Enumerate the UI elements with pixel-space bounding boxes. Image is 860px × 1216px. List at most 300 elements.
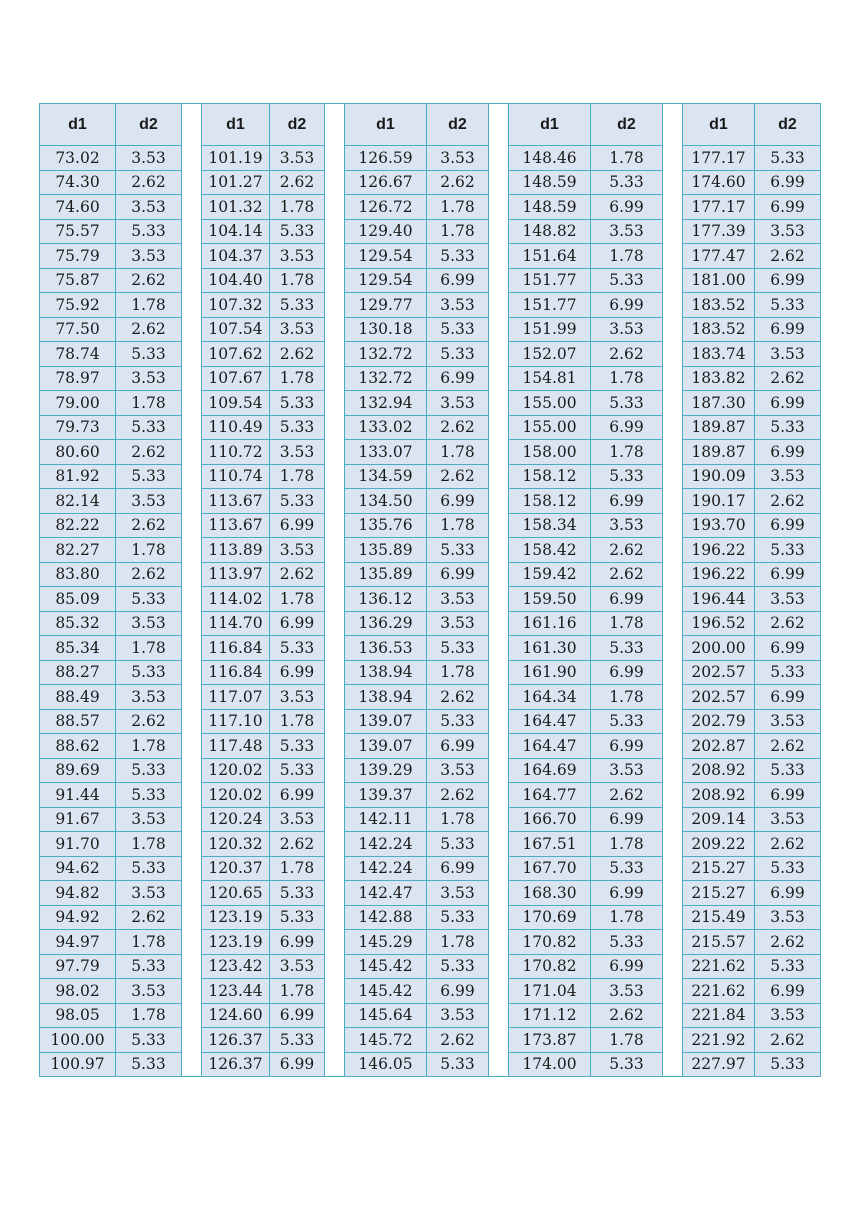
table-row [40, 905, 821, 930]
column-gap [182, 1003, 202, 1028]
d2-cell: 6.99 [755, 513, 821, 538]
d2-cell: 3.53 [755, 219, 821, 244]
d2-cell: 5.33 [427, 317, 489, 342]
column-gap [325, 1052, 345, 1077]
header-d1-group-5: d1 [683, 104, 755, 146]
table-row [40, 513, 821, 538]
column-gap [663, 832, 683, 857]
column-gap [182, 440, 202, 465]
d2-cell: 1.78 [591, 685, 663, 710]
d1-cell: 130.18 [345, 317, 427, 342]
column-gap [489, 758, 509, 783]
header-d2-group-3: d2 [427, 104, 489, 146]
d2-cell: 2.62 [755, 1028, 821, 1053]
d1-cell: 124.60 [202, 1003, 270, 1028]
d1-cell: 173.87 [509, 1028, 591, 1053]
d1-cell: 91.67 [40, 807, 116, 832]
d2-cell: 1.78 [427, 660, 489, 685]
table-row [40, 195, 821, 220]
column-gap [489, 905, 509, 930]
d1-cell: 82.14 [40, 489, 116, 514]
d2-cell: 3.53 [270, 440, 325, 465]
d2-cell: 5.33 [116, 219, 182, 244]
d2-cell: 3.53 [116, 979, 182, 1004]
d1-cell: 120.65 [202, 881, 270, 906]
d2-cell: 3.53 [116, 146, 182, 171]
column-gap [489, 342, 509, 367]
d1-cell: 183.82 [683, 366, 755, 391]
column-gap [325, 440, 345, 465]
d1-cell: 134.59 [345, 464, 427, 489]
d2-cell: 3.53 [270, 954, 325, 979]
column-gap [182, 1028, 202, 1053]
d2-cell: 1.78 [427, 219, 489, 244]
d2-cell: 3.53 [755, 464, 821, 489]
d2-cell: 1.78 [270, 195, 325, 220]
d1-cell: 164.77 [509, 783, 591, 808]
d1-cell: 126.72 [345, 195, 427, 220]
d2-cell: 1.78 [591, 611, 663, 636]
d2-cell: 6.99 [755, 783, 821, 808]
d2-cell: 6.99 [427, 979, 489, 1004]
d1-cell: 123.44 [202, 979, 270, 1004]
d1-cell: 97.79 [40, 954, 116, 979]
d1-cell: 139.07 [345, 709, 427, 734]
d1-cell: 142.24 [345, 856, 427, 881]
d2-cell: 6.99 [270, 660, 325, 685]
d1-cell: 221.84 [683, 1003, 755, 1028]
d1-cell: 142.88 [345, 905, 427, 930]
column-gap [325, 832, 345, 857]
d1-cell: 129.77 [345, 293, 427, 318]
table-row [40, 709, 821, 734]
d2-cell: 5.33 [591, 464, 663, 489]
d2-cell: 1.78 [591, 244, 663, 269]
d2-cell: 1.78 [591, 905, 663, 930]
d2-cell: 5.33 [755, 146, 821, 171]
d2-cell: 6.99 [755, 685, 821, 710]
column-gap [489, 293, 509, 318]
column-gap [325, 587, 345, 612]
column-gap [325, 660, 345, 685]
d2-cell: 3.53 [427, 293, 489, 318]
d1-cell: 75.92 [40, 293, 116, 318]
d1-cell: 151.77 [509, 293, 591, 318]
column-gap [663, 930, 683, 955]
d1-cell: 104.40 [202, 268, 270, 293]
table-row [40, 611, 821, 636]
d1-cell: 116.84 [202, 636, 270, 661]
d1-cell: 171.04 [509, 979, 591, 1004]
d2-cell: 3.53 [116, 244, 182, 269]
column-gap [325, 1028, 345, 1053]
d1-cell: 135.89 [345, 538, 427, 563]
d1-cell: 110.72 [202, 440, 270, 465]
d2-cell: 5.33 [270, 1028, 325, 1053]
d2-cell: 5.33 [270, 219, 325, 244]
d1-cell: 109.54 [202, 391, 270, 416]
d2-cell: 3.53 [427, 881, 489, 906]
column-gap [182, 538, 202, 563]
d2-cell: 3.53 [270, 146, 325, 171]
d1-cell: 215.27 [683, 881, 755, 906]
column-gap [182, 244, 202, 269]
d1-cell: 155.00 [509, 415, 591, 440]
column-gap [489, 611, 509, 636]
d1-cell: 78.74 [40, 342, 116, 367]
d1-cell: 133.02 [345, 415, 427, 440]
column-gap [325, 538, 345, 563]
column-gap [663, 905, 683, 930]
column-gap [663, 685, 683, 710]
d2-cell: 5.33 [270, 415, 325, 440]
d1-cell: 126.37 [202, 1052, 270, 1077]
d2-cell: 6.99 [427, 489, 489, 514]
d1-cell: 202.57 [683, 660, 755, 685]
column-gap [489, 513, 509, 538]
column-gap [489, 930, 509, 955]
column-gap [489, 979, 509, 1004]
d1-cell: 139.37 [345, 783, 427, 808]
column-gap [489, 856, 509, 881]
d1-cell: 159.50 [509, 587, 591, 612]
d1-cell: 187.30 [683, 391, 755, 416]
d1-cell: 161.90 [509, 660, 591, 685]
column-gap [663, 293, 683, 318]
d2-cell: 5.33 [755, 758, 821, 783]
d2-cell: 2.62 [427, 415, 489, 440]
column-gap [663, 979, 683, 1004]
d2-cell: 6.99 [591, 660, 663, 685]
column-gap [182, 104, 202, 146]
column-gap [663, 660, 683, 685]
d1-cell: 145.42 [345, 979, 427, 1004]
d2-cell: 2.62 [116, 562, 182, 587]
column-gap [663, 1028, 683, 1053]
d1-cell: 73.02 [40, 146, 116, 171]
d2-cell: 6.99 [591, 195, 663, 220]
column-gap [663, 464, 683, 489]
d2-cell: 1.78 [270, 268, 325, 293]
column-gap [663, 366, 683, 391]
column-gap [325, 562, 345, 587]
column-gap [182, 146, 202, 171]
column-gap [182, 195, 202, 220]
d2-cell: 5.33 [427, 538, 489, 563]
d1-cell: 113.89 [202, 538, 270, 563]
d1-cell: 221.92 [683, 1028, 755, 1053]
d1-cell: 120.02 [202, 758, 270, 783]
d1-cell: 107.62 [202, 342, 270, 367]
d1-cell: 123.42 [202, 954, 270, 979]
d1-cell: 88.57 [40, 709, 116, 734]
column-gap [182, 464, 202, 489]
d2-cell: 5.33 [270, 391, 325, 416]
d1-cell: 101.27 [202, 170, 270, 195]
d1-cell: 132.72 [345, 342, 427, 367]
column-gap [663, 342, 683, 367]
d1-cell: 113.67 [202, 513, 270, 538]
column-gap [182, 1052, 202, 1077]
table-row [40, 930, 821, 955]
d2-cell: 6.99 [591, 807, 663, 832]
d1-cell: 91.44 [40, 783, 116, 808]
d1-cell: 177.17 [683, 195, 755, 220]
d1-cell: 132.72 [345, 366, 427, 391]
table-row [40, 832, 821, 857]
d1-cell: 146.05 [345, 1052, 427, 1077]
table-row [40, 268, 821, 293]
d1-cell: 151.99 [509, 317, 591, 342]
column-gap [325, 783, 345, 808]
d1-cell: 75.79 [40, 244, 116, 269]
d2-cell: 2.62 [270, 342, 325, 367]
d2-cell: 3.53 [427, 611, 489, 636]
d1-cell: 161.30 [509, 636, 591, 661]
column-gap [182, 587, 202, 612]
d2-cell: 1.78 [427, 440, 489, 465]
d1-cell: 183.52 [683, 317, 755, 342]
column-gap [489, 1052, 509, 1077]
d1-cell: 104.14 [202, 219, 270, 244]
d1-cell: 117.48 [202, 734, 270, 759]
d1-cell: 158.12 [509, 489, 591, 514]
d1-cell: 200.00 [683, 636, 755, 661]
d1-cell: 215.49 [683, 905, 755, 930]
column-gap [663, 734, 683, 759]
d1-cell: 138.94 [345, 660, 427, 685]
table-row [40, 464, 821, 489]
column-gap [325, 219, 345, 244]
column-gap [489, 244, 509, 269]
d1-cell: 215.57 [683, 930, 755, 955]
column-gap [182, 734, 202, 759]
column-gap [663, 146, 683, 171]
column-gap [663, 244, 683, 269]
table-row [40, 734, 821, 759]
table-row [40, 293, 821, 318]
d1-cell: 88.27 [40, 660, 116, 685]
d1-cell: 80.60 [40, 440, 116, 465]
d2-cell: 3.53 [270, 538, 325, 563]
column-gap [182, 562, 202, 587]
column-gap [182, 611, 202, 636]
d2-cell: 5.33 [270, 905, 325, 930]
table-row [40, 783, 821, 808]
d2-cell: 5.33 [755, 1052, 821, 1077]
d2-cell: 5.33 [116, 1052, 182, 1077]
d1-cell: 101.19 [202, 146, 270, 171]
column-gap [325, 979, 345, 1004]
d1-cell: 148.82 [509, 219, 591, 244]
d1-cell: 133.07 [345, 440, 427, 465]
d2-cell: 2.62 [427, 685, 489, 710]
d2-cell: 6.99 [270, 513, 325, 538]
d2-cell: 3.53 [427, 391, 489, 416]
d1-cell: 129.54 [345, 268, 427, 293]
table-row [40, 660, 821, 685]
column-gap [489, 1003, 509, 1028]
d1-cell: 120.02 [202, 783, 270, 808]
table-row [40, 1003, 821, 1028]
column-gap [663, 538, 683, 563]
d2-cell: 1.78 [270, 464, 325, 489]
d1-cell: 145.29 [345, 930, 427, 955]
d1-cell: 117.10 [202, 709, 270, 734]
d2-cell: 5.33 [270, 636, 325, 661]
table-row [40, 881, 821, 906]
d1-cell: 221.62 [683, 954, 755, 979]
column-gap [663, 758, 683, 783]
d1-cell: 145.64 [345, 1003, 427, 1028]
d2-cell: 5.33 [427, 954, 489, 979]
d2-cell: 6.99 [270, 611, 325, 636]
d1-cell: 117.07 [202, 685, 270, 710]
d1-cell: 126.67 [345, 170, 427, 195]
column-gap [325, 881, 345, 906]
d2-cell: 6.99 [591, 881, 663, 906]
d1-cell: 120.37 [202, 856, 270, 881]
d2-cell: 5.33 [270, 734, 325, 759]
column-gap [663, 195, 683, 220]
table-row [40, 954, 821, 979]
column-gap [182, 391, 202, 416]
d2-cell: 2.62 [116, 268, 182, 293]
d1-cell: 94.97 [40, 930, 116, 955]
d1-cell: 79.00 [40, 391, 116, 416]
d2-cell: 6.99 [427, 856, 489, 881]
column-gap [182, 979, 202, 1004]
d1-cell: 183.52 [683, 293, 755, 318]
d2-cell: 3.53 [755, 1003, 821, 1028]
column-gap [489, 1028, 509, 1053]
d2-cell: 5.33 [755, 538, 821, 563]
d1-cell: 164.47 [509, 709, 591, 734]
d1-cell: 132.94 [345, 391, 427, 416]
column-gap [325, 611, 345, 636]
column-gap [489, 881, 509, 906]
d2-cell: 2.62 [116, 440, 182, 465]
d1-cell: 94.82 [40, 881, 116, 906]
d2-cell: 1.78 [116, 734, 182, 759]
column-gap [325, 758, 345, 783]
column-gap [663, 219, 683, 244]
d2-cell: 6.99 [755, 170, 821, 195]
column-gap [325, 415, 345, 440]
d2-cell: 2.62 [755, 832, 821, 857]
d2-cell: 3.53 [755, 342, 821, 367]
d2-cell: 5.33 [591, 170, 663, 195]
d2-cell: 6.99 [591, 954, 663, 979]
column-gap [489, 366, 509, 391]
d1-cell: 135.76 [345, 513, 427, 538]
d2-cell: 3.53 [427, 1003, 489, 1028]
d2-cell: 3.53 [755, 587, 821, 612]
d1-cell: 196.22 [683, 538, 755, 563]
column-gap [663, 636, 683, 661]
d1-cell: 129.40 [345, 219, 427, 244]
d1-cell: 142.11 [345, 807, 427, 832]
table-row [40, 807, 821, 832]
d2-cell: 2.62 [270, 562, 325, 587]
table-row [40, 685, 821, 710]
column-gap [663, 317, 683, 342]
table-row [40, 758, 821, 783]
column-gap [663, 807, 683, 832]
d1-cell: 120.24 [202, 807, 270, 832]
table-row [40, 366, 821, 391]
column-gap [489, 170, 509, 195]
d2-cell: 3.53 [270, 244, 325, 269]
d1-cell: 136.53 [345, 636, 427, 661]
column-gap [663, 709, 683, 734]
d2-cell: 1.78 [116, 1003, 182, 1028]
column-gap [182, 930, 202, 955]
d1-cell: 77.50 [40, 317, 116, 342]
d1-cell: 81.92 [40, 464, 116, 489]
d2-cell: 1.78 [427, 807, 489, 832]
column-gap [325, 104, 345, 146]
d2-cell: 5.33 [116, 1028, 182, 1053]
d2-cell: 6.99 [427, 562, 489, 587]
d1-cell: 209.22 [683, 832, 755, 857]
d2-cell: 1.78 [591, 440, 663, 465]
d2-cell: 2.62 [755, 366, 821, 391]
table-row [40, 636, 821, 661]
d2-cell: 3.53 [591, 758, 663, 783]
table-row [40, 1052, 821, 1077]
d1-cell: 145.42 [345, 954, 427, 979]
column-gap [489, 954, 509, 979]
d2-cell: 3.53 [270, 317, 325, 342]
column-gap [325, 464, 345, 489]
d2-cell: 3.53 [116, 366, 182, 391]
d1-cell: 167.51 [509, 832, 591, 857]
d1-cell: 129.54 [345, 244, 427, 269]
d1-cell: 107.32 [202, 293, 270, 318]
d1-cell: 139.29 [345, 758, 427, 783]
d2-cell: 2.62 [591, 783, 663, 808]
d2-cell: 1.78 [427, 513, 489, 538]
d2-cell: 5.33 [116, 954, 182, 979]
column-gap [325, 807, 345, 832]
d1-cell: 189.87 [683, 415, 755, 440]
d2-cell: 6.99 [755, 636, 821, 661]
d1-cell: 202.87 [683, 734, 755, 759]
d2-cell: 1.78 [591, 1028, 663, 1053]
d2-cell: 5.33 [427, 709, 489, 734]
d1-cell: 171.12 [509, 1003, 591, 1028]
column-gap [489, 268, 509, 293]
d2-cell: 5.33 [116, 783, 182, 808]
d2-cell: 5.33 [116, 342, 182, 367]
column-gap [325, 244, 345, 269]
column-gap [182, 170, 202, 195]
d1-cell: 110.74 [202, 464, 270, 489]
d1-cell: 114.70 [202, 611, 270, 636]
d1-cell: 98.02 [40, 979, 116, 1004]
d2-cell: 3.53 [116, 807, 182, 832]
d1-cell: 79.73 [40, 415, 116, 440]
d2-cell: 1.78 [270, 366, 325, 391]
column-gap [489, 685, 509, 710]
column-gap [325, 489, 345, 514]
d2-cell: 1.78 [116, 538, 182, 563]
column-gap [325, 954, 345, 979]
d1-cell: 221.62 [683, 979, 755, 1004]
column-gap [182, 954, 202, 979]
column-gap [489, 807, 509, 832]
